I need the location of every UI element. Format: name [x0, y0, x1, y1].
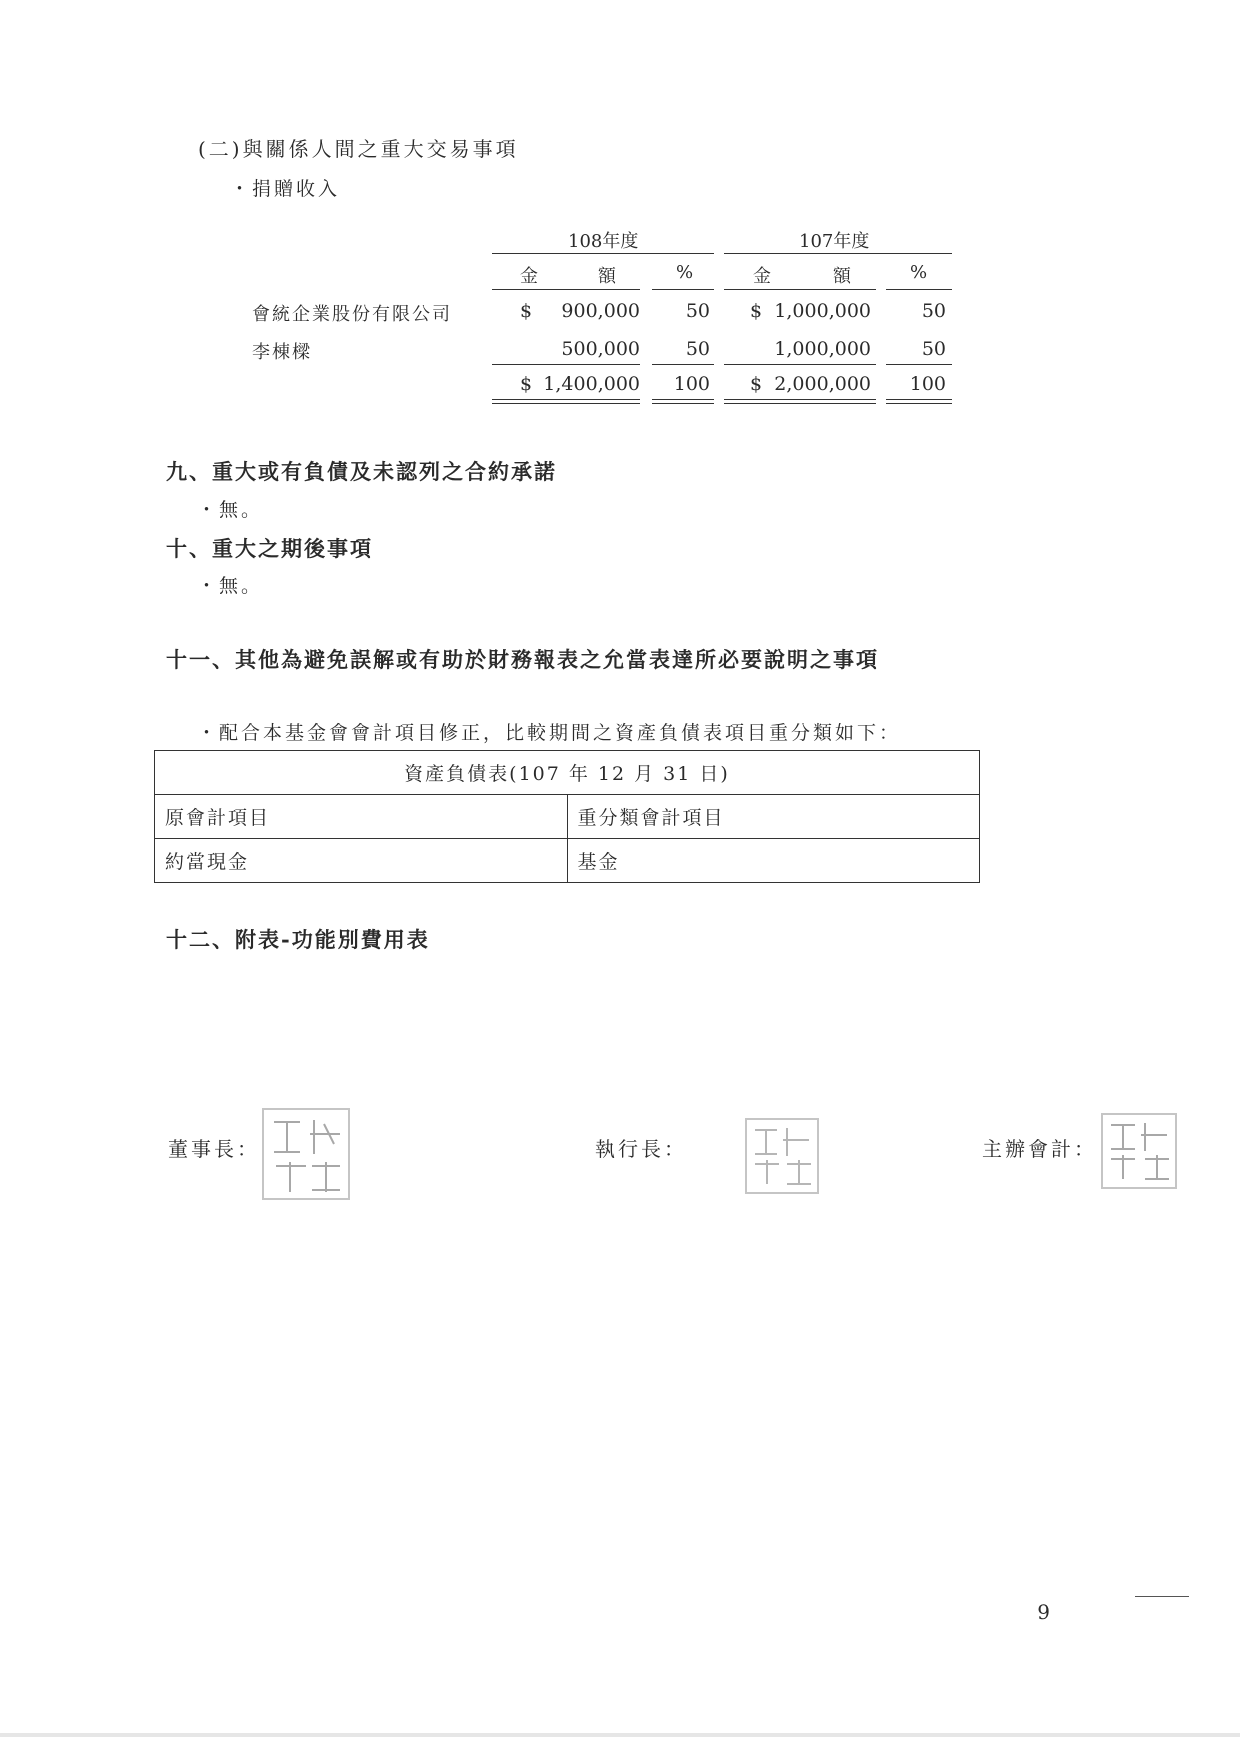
subtotal-rule-pct-107 [886, 364, 952, 365]
col-pct-108: % [676, 262, 694, 283]
rule-amount-108 [492, 289, 640, 290]
table-row-name: 李棟樑 [252, 342, 312, 363]
accountant-seal-stamp [1101, 1113, 1177, 1189]
table-row-amt107: 1,000,000 [774, 300, 871, 322]
section-12-title: 十二、附表-功能別費用表 [166, 927, 430, 952]
table-row-cur107: $ [750, 300, 763, 322]
rule-pct-107 [886, 289, 952, 290]
table-row-pct108: 50 [685, 300, 710, 322]
rule-amount-107 [724, 289, 876, 290]
header-rule-107 [724, 253, 952, 254]
table-row-pct108: 50 [685, 338, 710, 360]
table-row-cur108: $ [520, 300, 533, 322]
subtotal-rule-amount-107 [724, 364, 876, 365]
subtotal-rule-amount-108 [492, 364, 640, 365]
section-10-title: 十、重大之期後事項 [166, 536, 373, 561]
scan-bottom-edge [0, 1733, 1240, 1737]
total-pct108: 100 [673, 373, 710, 395]
reclass-original-cell: 約當現金 [155, 839, 568, 883]
reclass-table-title: 資產負債表(107 年 12 月 31 日) [155, 751, 980, 795]
section-10-body: ・無。 [197, 575, 264, 597]
total-double-rule [724, 399, 876, 404]
chairman-label: 董事長： [168, 1137, 260, 1161]
year-108-header: 108年度 [568, 231, 639, 252]
subtotal-rule-pct-108 [652, 364, 714, 365]
col-amount-108-b: 額 [598, 266, 616, 287]
section-11-body: ・配合本基金會會計項目修正，比較期間之資產負債表項目重分類如下： [197, 722, 902, 744]
reclass-reclassified-cell: 基金 [567, 839, 980, 883]
reclassification-table [154, 750, 980, 883]
chairman-seal-stamp [262, 1108, 350, 1200]
page-number: 9 [1037, 1600, 1050, 1624]
total-pct107: 100 [909, 373, 946, 395]
table-row-name: 會統企業股份有限公司 [252, 304, 452, 325]
related-party-heading: (二)與關係人間之重大交易事項 [198, 137, 519, 161]
total-double-rule [652, 399, 714, 404]
page-number-rule [1135, 1596, 1189, 1597]
table-row-amt107: 1,000,000 [774, 338, 871, 360]
ceo-seal-stamp [745, 1118, 819, 1194]
accountant-label: 主辦會計： [982, 1137, 1097, 1161]
ceo-label: 執行長： [595, 1137, 687, 1161]
section-9-title: 九、重大或有負債及未認列之合約承諾 [166, 459, 557, 484]
total-amt108: 1,400,000 [543, 373, 640, 395]
table-row-pct107: 50 [921, 300, 946, 322]
col-amount-107-a: 金 [753, 266, 771, 287]
col-original-header: 原會計項目 [155, 795, 568, 839]
table-row-pct107: 50 [921, 338, 946, 360]
year-107-header: 107年度 [799, 231, 870, 252]
table-row-amt108: 500,000 [561, 338, 640, 360]
col-amount-108-a: 金 [520, 266, 538, 287]
section-11-title: 十一、其他為避免誤解或有助於財務報表之允當表達所必要說明之事項 [166, 647, 879, 672]
section-9-body: ・無。 [197, 499, 264, 521]
header-rule-108 [492, 253, 714, 254]
col-pct-107: % [910, 262, 928, 283]
total-amt107: 2,000,000 [774, 373, 871, 395]
total-cur107: $ [750, 373, 763, 395]
col-reclassified-header: 重分類會計項目 [567, 795, 980, 839]
donation-income-bullet: ・捐贈收入 [230, 178, 341, 200]
col-amount-107-b: 額 [833, 266, 851, 287]
table-row-amt108: 900,000 [561, 300, 640, 322]
total-double-rule [886, 399, 952, 404]
total-double-rule [492, 399, 640, 404]
total-cur108: $ [520, 373, 533, 395]
rule-pct-108 [652, 289, 714, 290]
